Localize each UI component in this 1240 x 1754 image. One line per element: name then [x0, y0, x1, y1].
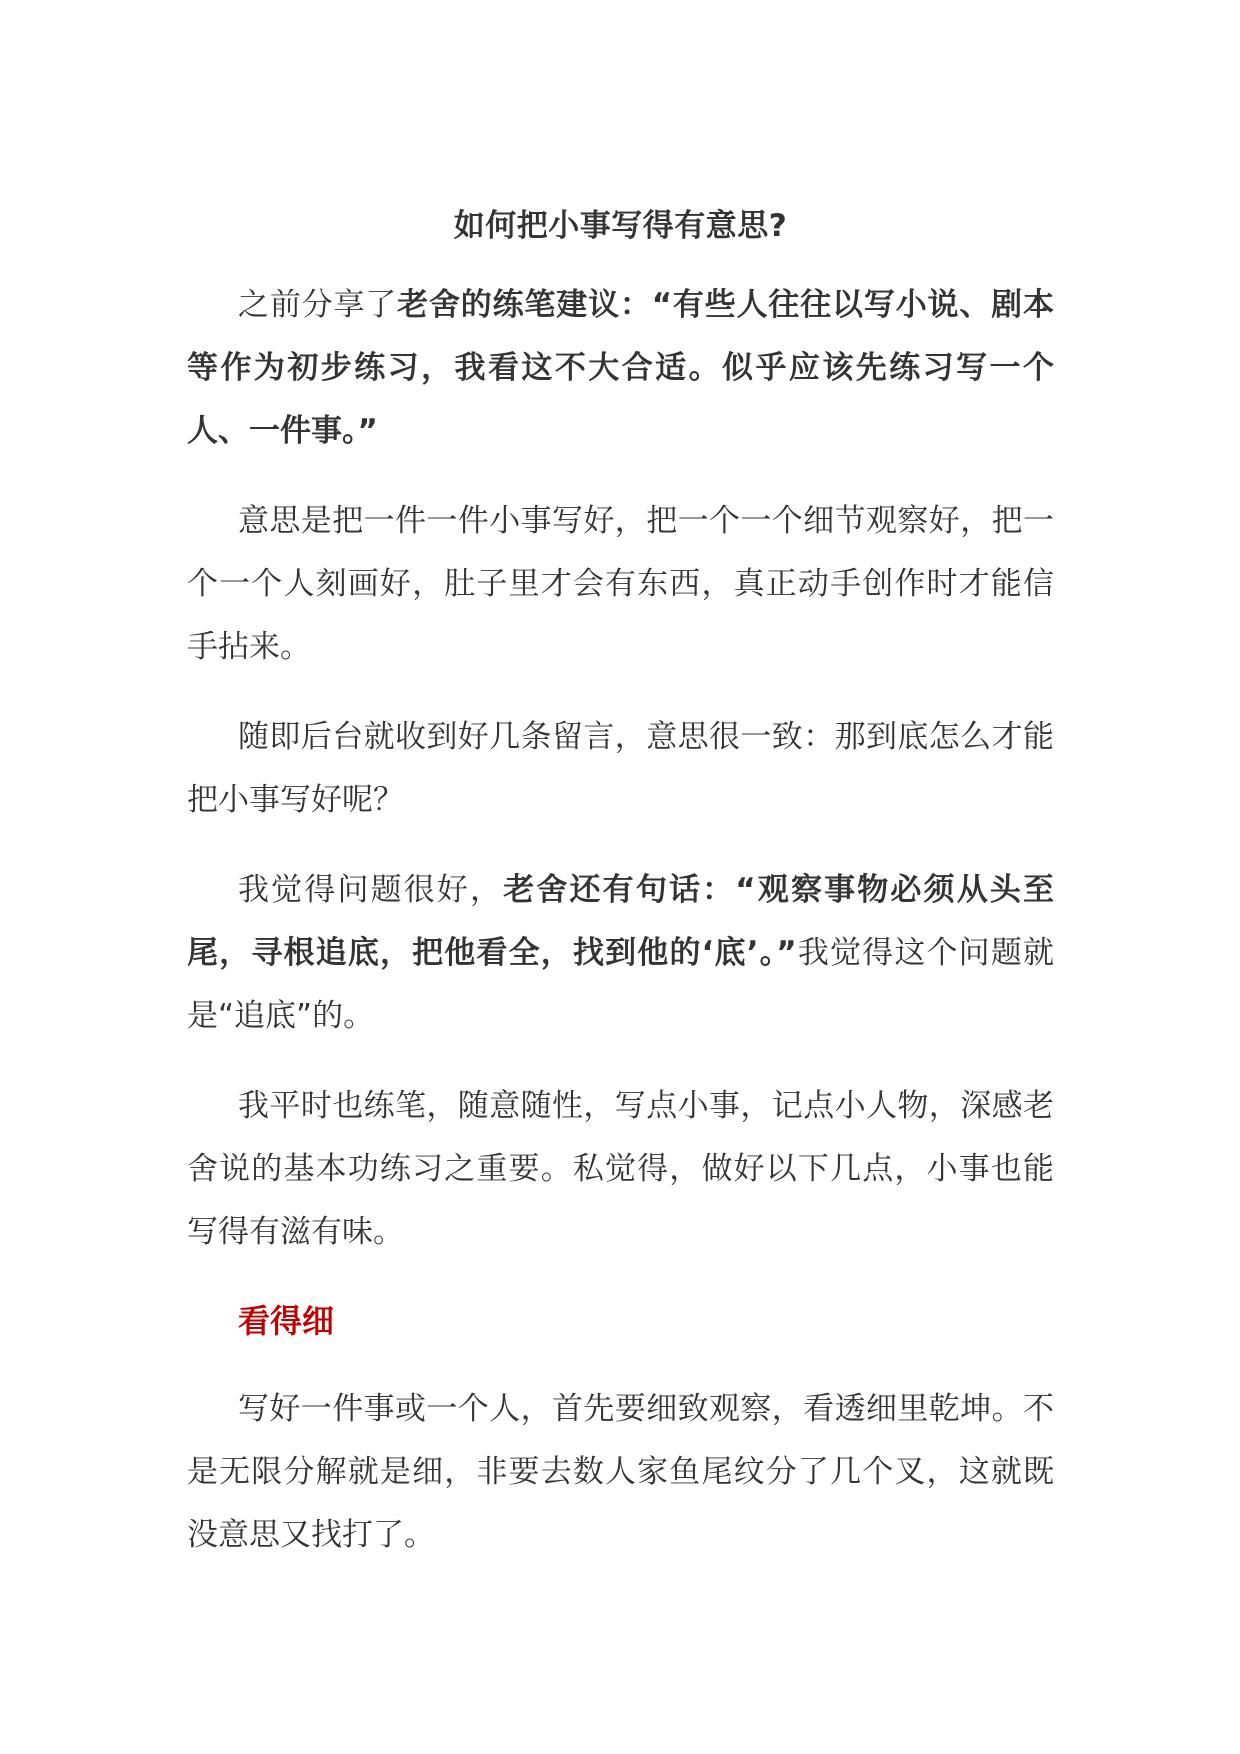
section-heading: 看得细: [238, 1302, 335, 1340]
paragraph-1-bold-quote: 老舍的练笔建议：“有些人往往以写小说、剧本等作为初步练习，我看这不大合适。似乎应该先练习写一个人、一件事。”: [187, 287, 1054, 449]
paragraph-1-text: 之前分享了: [238, 287, 398, 323]
paragraph-2-text: 意思是把一件一件小事写好，把一个一个细节观察好，把一个一个人刻画好，肚子里才会有东西，真正动手创作时才能信手拈来。: [187, 503, 1054, 665]
section-paragraph: [187, 1378, 1054, 1567]
paragraph-3: [187, 706, 1054, 832]
paragraph-4-text: 我觉得问题很好，: [238, 872, 504, 908]
paragraph-4-bold-quote: 老舍还有句话：“观察事物必须从头至尾，寻根追底，把他看全，找到他的‘底’。”: [187, 872, 1055, 971]
paragraph-4: [187, 859, 1054, 1048]
section-paragraph-text: 写好一件事或一个人，首先要细致观察，看透细里乾坤。不是无限分解就是细，非要去数人家鱼尾纹分了几个叉，这就既没意思又找打了。: [187, 1391, 1054, 1553]
paragraph-2: [187, 490, 1054, 679]
paragraph-5-text: 我平时也练笔，随意随性，写点小事，记点小人物，深感老舍说的基本功练习之重要。私觉得，做好以下几点，小事也能写得有滋有味。: [187, 1088, 1054, 1250]
paragraph-4-text-tail: 我觉得这个问题就是“追底”的。: [187, 935, 1054, 1034]
paragraph-1: [187, 274, 1054, 463]
paragraph-5: [187, 1075, 1054, 1264]
paragraph-3-text: 随即后台就收到好几条留言，意思很一致：那到底怎么才能把小事写好呢？: [187, 719, 1054, 818]
document-title: 如何把小事写得有意思?: [453, 208, 788, 244]
